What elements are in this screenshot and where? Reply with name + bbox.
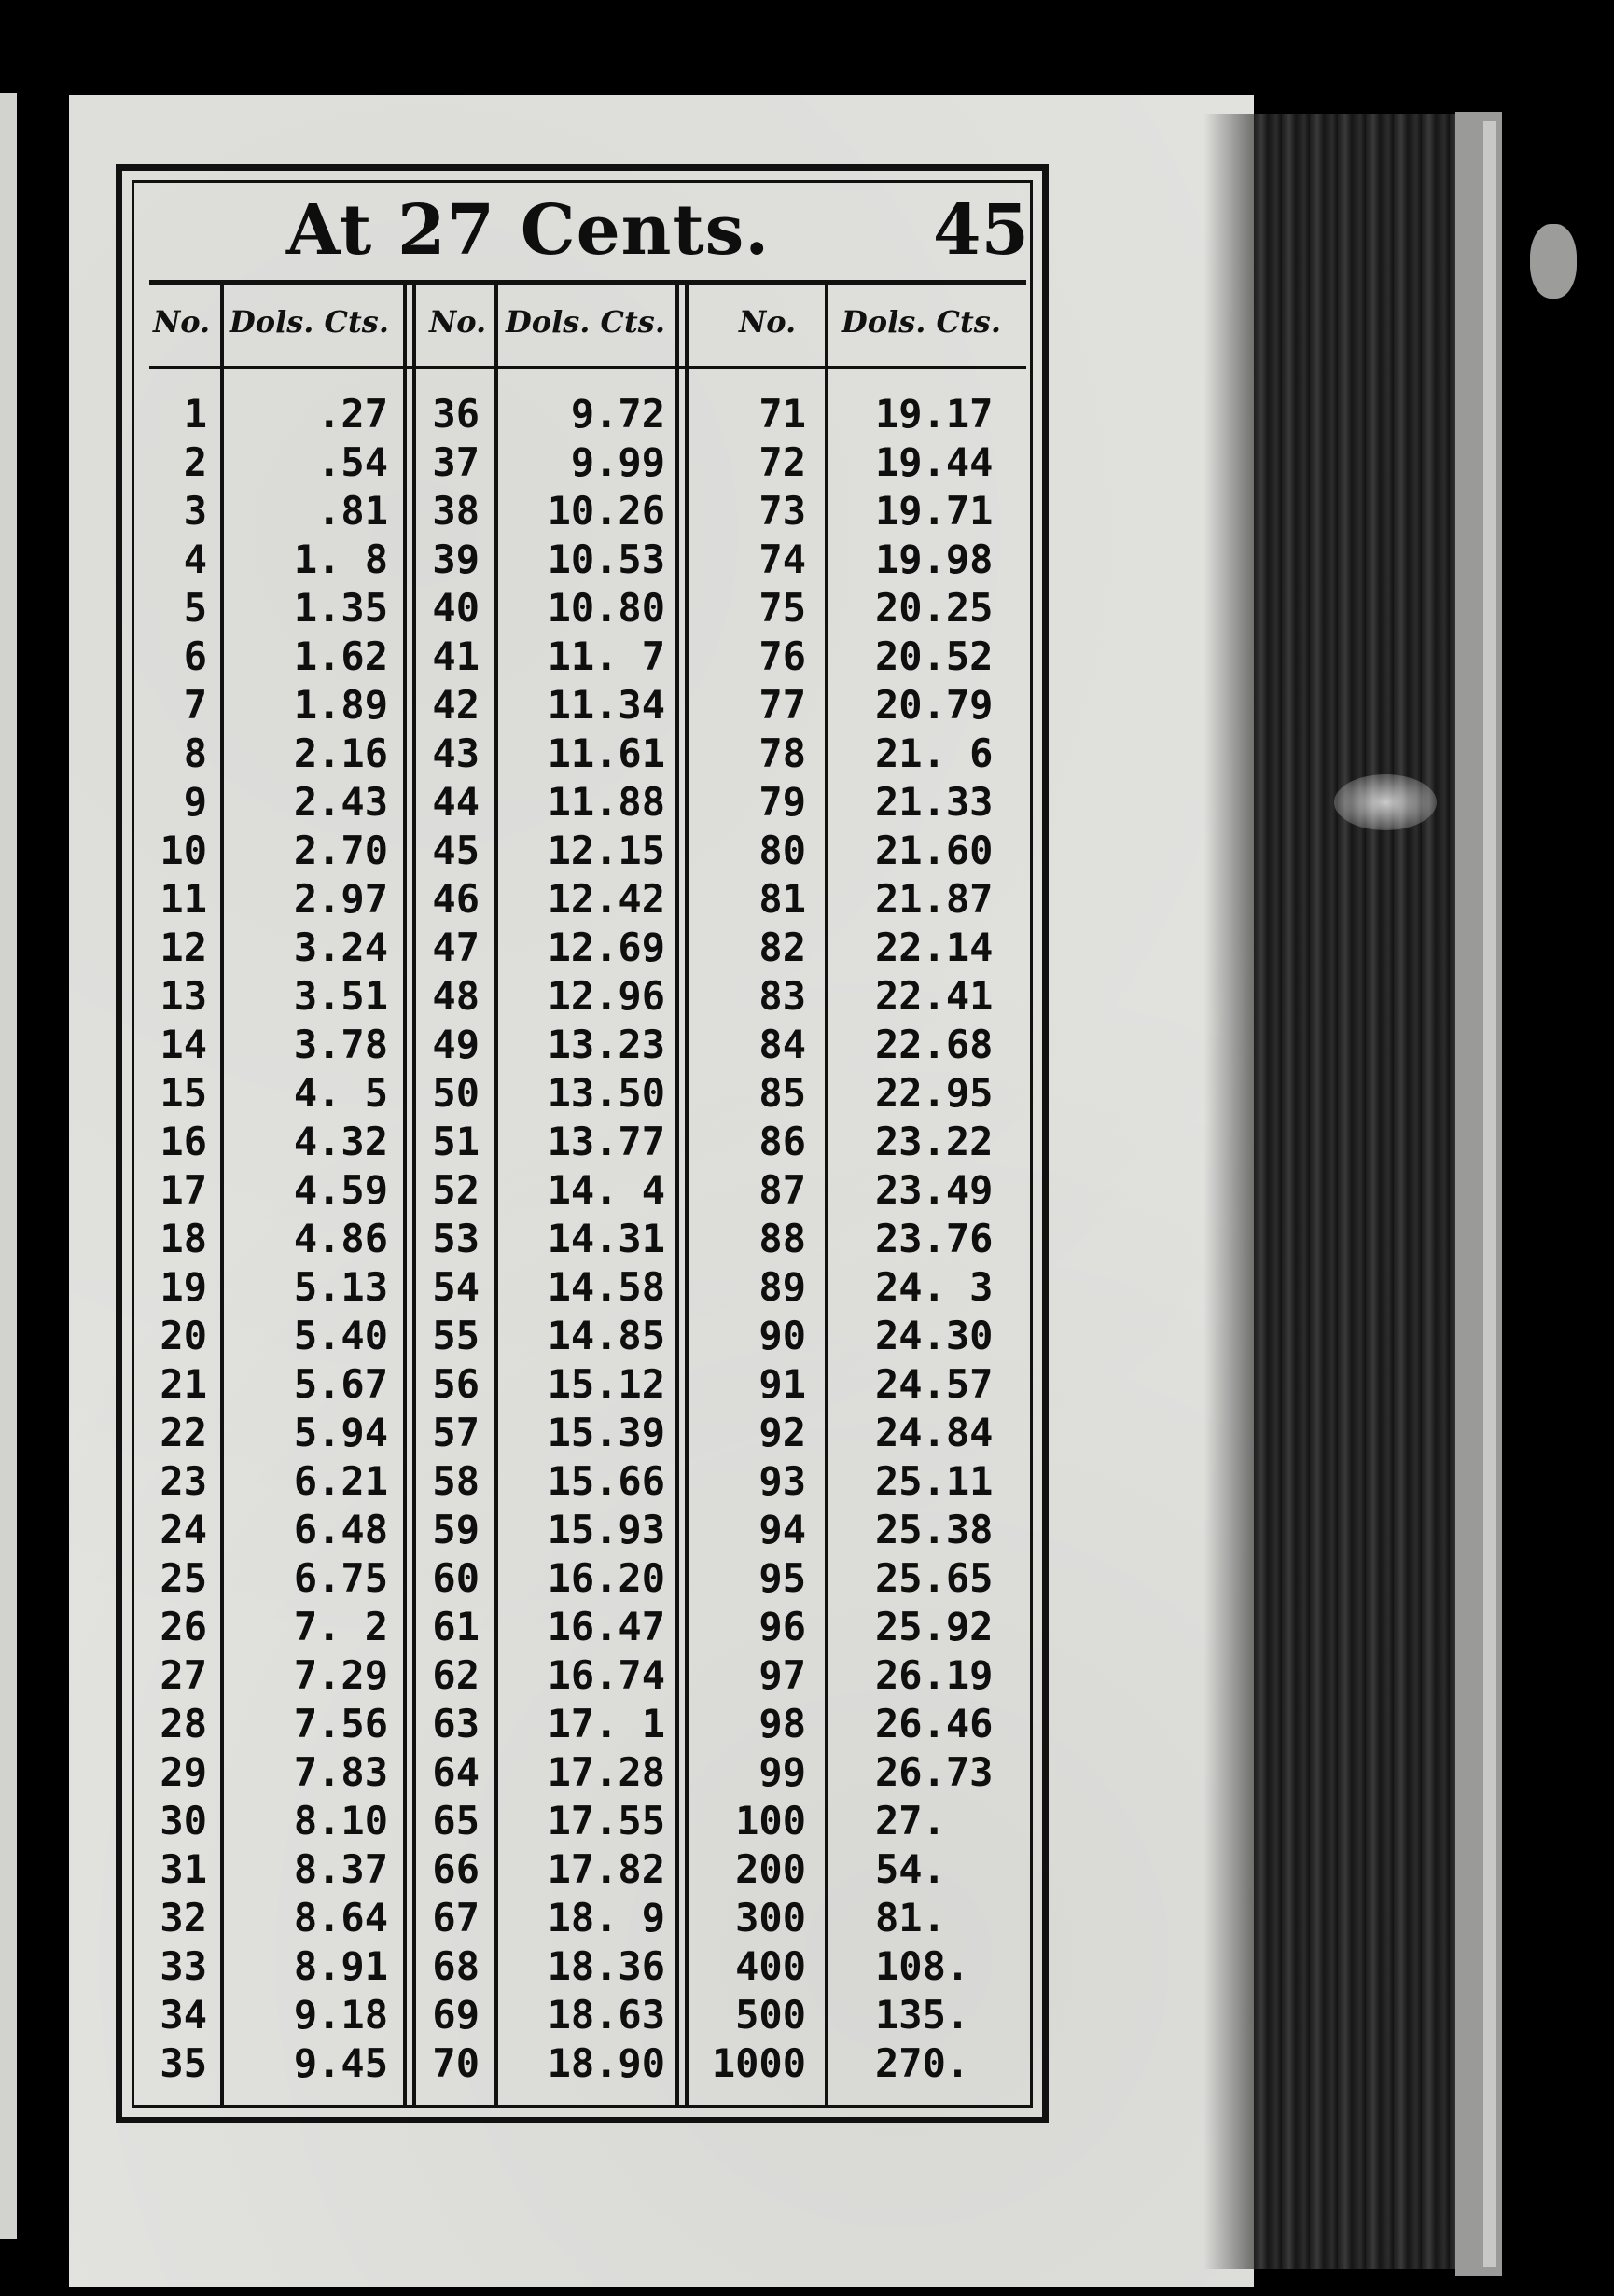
- row-value: 20.79: [875, 682, 994, 728]
- row-value: 22.41: [875, 973, 994, 1019]
- row-number: 38: [432, 488, 480, 534]
- row-number: 31: [160, 1846, 207, 1892]
- row-number: 20: [160, 1313, 207, 1358]
- row-value: 19.98: [875, 536, 994, 582]
- row-number: 22: [160, 1410, 207, 1455]
- row-number: 77: [758, 682, 806, 728]
- row-number: 7: [183, 682, 207, 728]
- row-number: 51: [432, 1119, 480, 1164]
- row-value: 12.69: [547, 925, 665, 970]
- row-value: 23.49: [875, 1167, 994, 1213]
- row-value: 23.76: [875, 1216, 994, 1261]
- row-value: 20.25: [875, 585, 994, 631]
- row-value: 14.58: [547, 1264, 665, 1310]
- row-number: 36: [432, 391, 480, 437]
- row-value: 9.72: [570, 391, 665, 437]
- adjacent-page-edge: [0, 93, 17, 2239]
- row-value: 22.14: [875, 925, 994, 970]
- row-number: 34: [160, 1992, 207, 2038]
- row-value: 13.77: [547, 1119, 665, 1164]
- column-rule-2a: [403, 285, 407, 2105]
- row-number: 37: [432, 439, 480, 485]
- page-number: 45: [933, 190, 1029, 271]
- number-column-3: [690, 390, 806, 2088]
- row-value: 1.35: [293, 585, 388, 631]
- row-number: 41: [432, 633, 480, 679]
- row-value: 18.63: [547, 1992, 665, 2038]
- row-number: 49: [432, 1022, 480, 1067]
- row-number: 8: [183, 731, 207, 776]
- row-number: 46: [432, 876, 480, 922]
- row-value: .27: [317, 391, 388, 437]
- row-value: 4.59: [293, 1167, 388, 1213]
- page-block-edge-highlight: [1483, 121, 1496, 2267]
- row-number: 64: [432, 1749, 480, 1795]
- row-value: 3.51: [293, 973, 388, 1019]
- row-value: 4. 5: [293, 1070, 388, 1116]
- row-value: 3.78: [293, 1022, 388, 1067]
- row-number: 83: [758, 973, 806, 1019]
- title-rule: [149, 280, 1026, 285]
- row-number: 65: [432, 1798, 480, 1844]
- row-value: 7.83: [293, 1749, 388, 1795]
- row-value: 25.65: [875, 1555, 994, 1601]
- row-number: 12: [160, 925, 207, 970]
- row-value: 6.21: [293, 1458, 388, 1504]
- row-number: 54: [432, 1264, 480, 1310]
- row-number: 28: [160, 1701, 207, 1746]
- row-value: 9.45: [293, 2040, 388, 2086]
- row-value: 11. 7: [547, 633, 665, 679]
- row-value: 22.68: [875, 1022, 994, 1067]
- row-value: 18.90: [547, 2040, 665, 2086]
- row-number: 99: [758, 1749, 806, 1795]
- value-column-1: [230, 390, 388, 2088]
- row-value: 17.82: [547, 1846, 665, 1892]
- row-value: 8.91: [293, 1943, 388, 1989]
- row-value: 14.31: [547, 1216, 665, 1261]
- row-value: 1.89: [293, 682, 388, 728]
- row-number: 61: [432, 1604, 480, 1649]
- spine-glare: [1334, 774, 1437, 830]
- row-value: 19.71: [875, 488, 994, 534]
- row-number: 93: [758, 1458, 806, 1504]
- row-number: 50: [432, 1070, 480, 1116]
- row-number: 55: [432, 1313, 480, 1358]
- row-number: 24: [160, 1507, 207, 1552]
- row-number: 33: [160, 1943, 207, 1989]
- column-rule-4b: [685, 285, 689, 2105]
- row-value: 16.20: [547, 1555, 665, 1601]
- row-value: 11.88: [547, 779, 665, 825]
- row-number: 30: [160, 1798, 207, 1844]
- row-value: 13.50: [547, 1070, 665, 1116]
- header-dols-3: Dols. Cts.: [842, 304, 1001, 340]
- row-value: 18.36: [547, 1943, 665, 1989]
- row-value: 3.24: [293, 925, 388, 970]
- row-number: 60: [432, 1555, 480, 1601]
- row-number: 42: [432, 682, 480, 728]
- row-number: 98: [758, 1701, 806, 1746]
- row-value: 23.22: [875, 1119, 994, 1164]
- column-rule-5: [825, 285, 828, 2105]
- row-number: 63: [432, 1701, 480, 1746]
- row-number: 400: [735, 1943, 806, 1989]
- row-number: 4: [183, 536, 207, 582]
- row-number: 300: [735, 1895, 806, 1941]
- row-number: 72: [758, 439, 806, 485]
- row-value: 9.18: [293, 1992, 388, 2038]
- header-no-2: No.: [429, 304, 487, 340]
- row-number: 87: [758, 1167, 806, 1213]
- row-value: 19.17: [875, 391, 994, 437]
- row-number: 15: [160, 1070, 207, 1116]
- row-value: 1.62: [293, 633, 388, 679]
- row-number: 76: [758, 633, 806, 679]
- row-number: 85: [758, 1070, 806, 1116]
- row-number: 200: [735, 1846, 806, 1892]
- row-number: 80: [758, 828, 806, 873]
- header-dols-2: Dols. Cts.: [506, 304, 665, 340]
- row-value: 15.93: [547, 1507, 665, 1552]
- row-value: 21. 6: [875, 731, 994, 776]
- row-value: 17. 1: [547, 1701, 665, 1746]
- row-number: 45: [432, 828, 480, 873]
- column-rule-1: [220, 285, 224, 2105]
- row-value: 21.33: [875, 779, 994, 825]
- row-number: 66: [432, 1846, 480, 1892]
- row-value: 2.16: [293, 731, 388, 776]
- row-number: 44: [432, 779, 480, 825]
- row-value: 108.: [875, 1943, 970, 1989]
- row-number: 95: [758, 1555, 806, 1601]
- row-number: 19: [160, 1264, 207, 1310]
- row-value: 7.56: [293, 1701, 388, 1746]
- row-value: 18. 9: [547, 1895, 665, 1941]
- row-value: 24.84: [875, 1410, 994, 1455]
- header-rule: [149, 366, 1026, 369]
- row-value: 5.13: [293, 1264, 388, 1310]
- row-number: 73: [758, 488, 806, 534]
- row-number: 84: [758, 1022, 806, 1067]
- row-value: 10.80: [547, 585, 665, 631]
- row-value: 12.15: [547, 828, 665, 873]
- row-value: 5.67: [293, 1361, 388, 1407]
- row-number: 69: [432, 1992, 480, 2038]
- row-value: 15.12: [547, 1361, 665, 1407]
- row-number: 16: [160, 1119, 207, 1164]
- row-value: 24.57: [875, 1361, 994, 1407]
- row-value: 17.28: [547, 1749, 665, 1795]
- row-number: 26: [160, 1604, 207, 1649]
- dust-speck: [1530, 224, 1577, 299]
- row-value: 19.44: [875, 439, 994, 485]
- number-column-1: [149, 390, 207, 2088]
- row-number: 48: [432, 973, 480, 1019]
- row-value: 5.94: [293, 1410, 388, 1455]
- row-number: 88: [758, 1216, 806, 1261]
- header-no-3: No.: [739, 304, 797, 340]
- row-value: 10.26: [547, 488, 665, 534]
- row-value: 15.66: [547, 1458, 665, 1504]
- row-value: 2.70: [293, 828, 388, 873]
- row-value: .81: [317, 488, 388, 534]
- row-number: 96: [758, 1604, 806, 1649]
- row-number: 27: [160, 1652, 207, 1698]
- row-number: 1000: [711, 2040, 806, 2086]
- row-value: 270.: [875, 2040, 970, 2086]
- row-number: 35: [160, 2040, 207, 2086]
- row-number: 59: [432, 1507, 480, 1552]
- page-title: At 27 Cents.: [285, 190, 771, 271]
- row-number: 29: [160, 1749, 207, 1795]
- row-number: 68: [432, 1943, 480, 1989]
- row-value: 16.74: [547, 1652, 665, 1698]
- row-value: 24.30: [875, 1313, 994, 1358]
- row-number: 57: [432, 1410, 480, 1455]
- row-number: 3: [183, 488, 207, 534]
- row-number: 53: [432, 1216, 480, 1261]
- row-value: 20.52: [875, 633, 994, 679]
- row-number: 70: [432, 2040, 480, 2086]
- row-value: 16.47: [547, 1604, 665, 1649]
- row-value: 8.37: [293, 1846, 388, 1892]
- row-number: 79: [758, 779, 806, 825]
- row-number: 10: [160, 828, 207, 873]
- row-number: 1: [183, 391, 207, 437]
- row-number: 74: [758, 536, 806, 582]
- row-value: 7.29: [293, 1652, 388, 1698]
- row-number: 97: [758, 1652, 806, 1698]
- row-number: 500: [735, 1992, 806, 2038]
- row-number: 89: [758, 1264, 806, 1310]
- row-number: 52: [432, 1167, 480, 1213]
- row-value: 10.53: [547, 536, 665, 582]
- row-value: 22.95: [875, 1070, 994, 1116]
- row-number: 25: [160, 1555, 207, 1601]
- row-number: 81: [758, 876, 806, 922]
- row-value: 21.60: [875, 828, 994, 873]
- value-column-3: [875, 390, 1015, 2088]
- row-number: 92: [758, 1410, 806, 1455]
- column-rule-2b: [412, 285, 416, 2105]
- row-value: .54: [317, 439, 388, 485]
- row-value: 25.92: [875, 1604, 994, 1649]
- header-dols-1: Dols. Cts.: [230, 304, 389, 340]
- row-value: 12.42: [547, 876, 665, 922]
- row-number: 86: [758, 1119, 806, 1164]
- row-number: 100: [735, 1798, 806, 1844]
- row-value: 14. 4: [547, 1167, 665, 1213]
- row-number: 13: [160, 973, 207, 1019]
- row-number: 17: [160, 1167, 207, 1213]
- row-value: 15.39: [547, 1410, 665, 1455]
- row-number: 21: [160, 1361, 207, 1407]
- row-number: 67: [432, 1895, 480, 1941]
- row-number: 5: [183, 585, 207, 631]
- row-value: 81.: [875, 1895, 946, 1941]
- row-number: 18: [160, 1216, 207, 1261]
- row-number: 32: [160, 1895, 207, 1941]
- row-number: 90: [758, 1313, 806, 1358]
- row-value: 13.23: [547, 1022, 665, 1067]
- row-number: 43: [432, 731, 480, 776]
- row-number: 75: [758, 585, 806, 631]
- number-column-2: [422, 390, 480, 2088]
- row-number: 58: [432, 1458, 480, 1504]
- row-number: 9: [183, 779, 207, 825]
- row-value: 4.86: [293, 1216, 388, 1261]
- row-number: 6: [183, 633, 207, 679]
- row-value: 11.61: [547, 731, 665, 776]
- row-value: 2.97: [293, 876, 388, 922]
- row-value: 8.64: [293, 1895, 388, 1941]
- column-rule-3: [494, 280, 498, 2105]
- row-number: 11: [160, 876, 207, 922]
- row-value: 11.34: [547, 682, 665, 728]
- row-value: 26.19: [875, 1652, 994, 1698]
- row-number: 39: [432, 536, 480, 582]
- row-value: 21.87: [875, 876, 994, 922]
- row-number: 78: [758, 731, 806, 776]
- row-value: 2.43: [293, 779, 388, 825]
- row-value: 54.: [875, 1846, 946, 1892]
- row-value: 25.11: [875, 1458, 994, 1504]
- row-value: 24. 3: [875, 1264, 994, 1310]
- column-rule-4a: [675, 285, 679, 2105]
- row-number: 23: [160, 1458, 207, 1504]
- row-value: 17.55: [547, 1798, 665, 1844]
- header-no-1: No.: [153, 304, 211, 340]
- row-value: 25.38: [875, 1507, 994, 1552]
- value-column-2: [508, 390, 665, 2088]
- row-value: 135.: [875, 1992, 970, 2038]
- row-number: 47: [432, 925, 480, 970]
- row-number: 82: [758, 925, 806, 970]
- row-number: 71: [758, 391, 806, 437]
- row-value: 8.10: [293, 1798, 388, 1844]
- row-value: 27.: [875, 1798, 946, 1844]
- row-number: 14: [160, 1022, 207, 1067]
- row-number: 2: [183, 439, 207, 485]
- row-value: 4.32: [293, 1119, 388, 1164]
- row-value: 5.40: [293, 1313, 388, 1358]
- row-value: 6.75: [293, 1555, 388, 1601]
- row-value: 7. 2: [293, 1604, 388, 1649]
- row-number: 62: [432, 1652, 480, 1698]
- row-number: 94: [758, 1507, 806, 1552]
- row-value: 1. 8: [293, 536, 388, 582]
- row-number: 56: [432, 1361, 480, 1407]
- row-value: 9.99: [570, 439, 665, 485]
- row-value: 12.96: [547, 973, 665, 1019]
- row-number: 91: [758, 1361, 806, 1407]
- row-value: 26.46: [875, 1701, 994, 1746]
- row-value: 26.73: [875, 1749, 994, 1795]
- row-number: 40: [432, 585, 480, 631]
- row-value: 14.85: [547, 1313, 665, 1358]
- row-value: 6.48: [293, 1507, 388, 1552]
